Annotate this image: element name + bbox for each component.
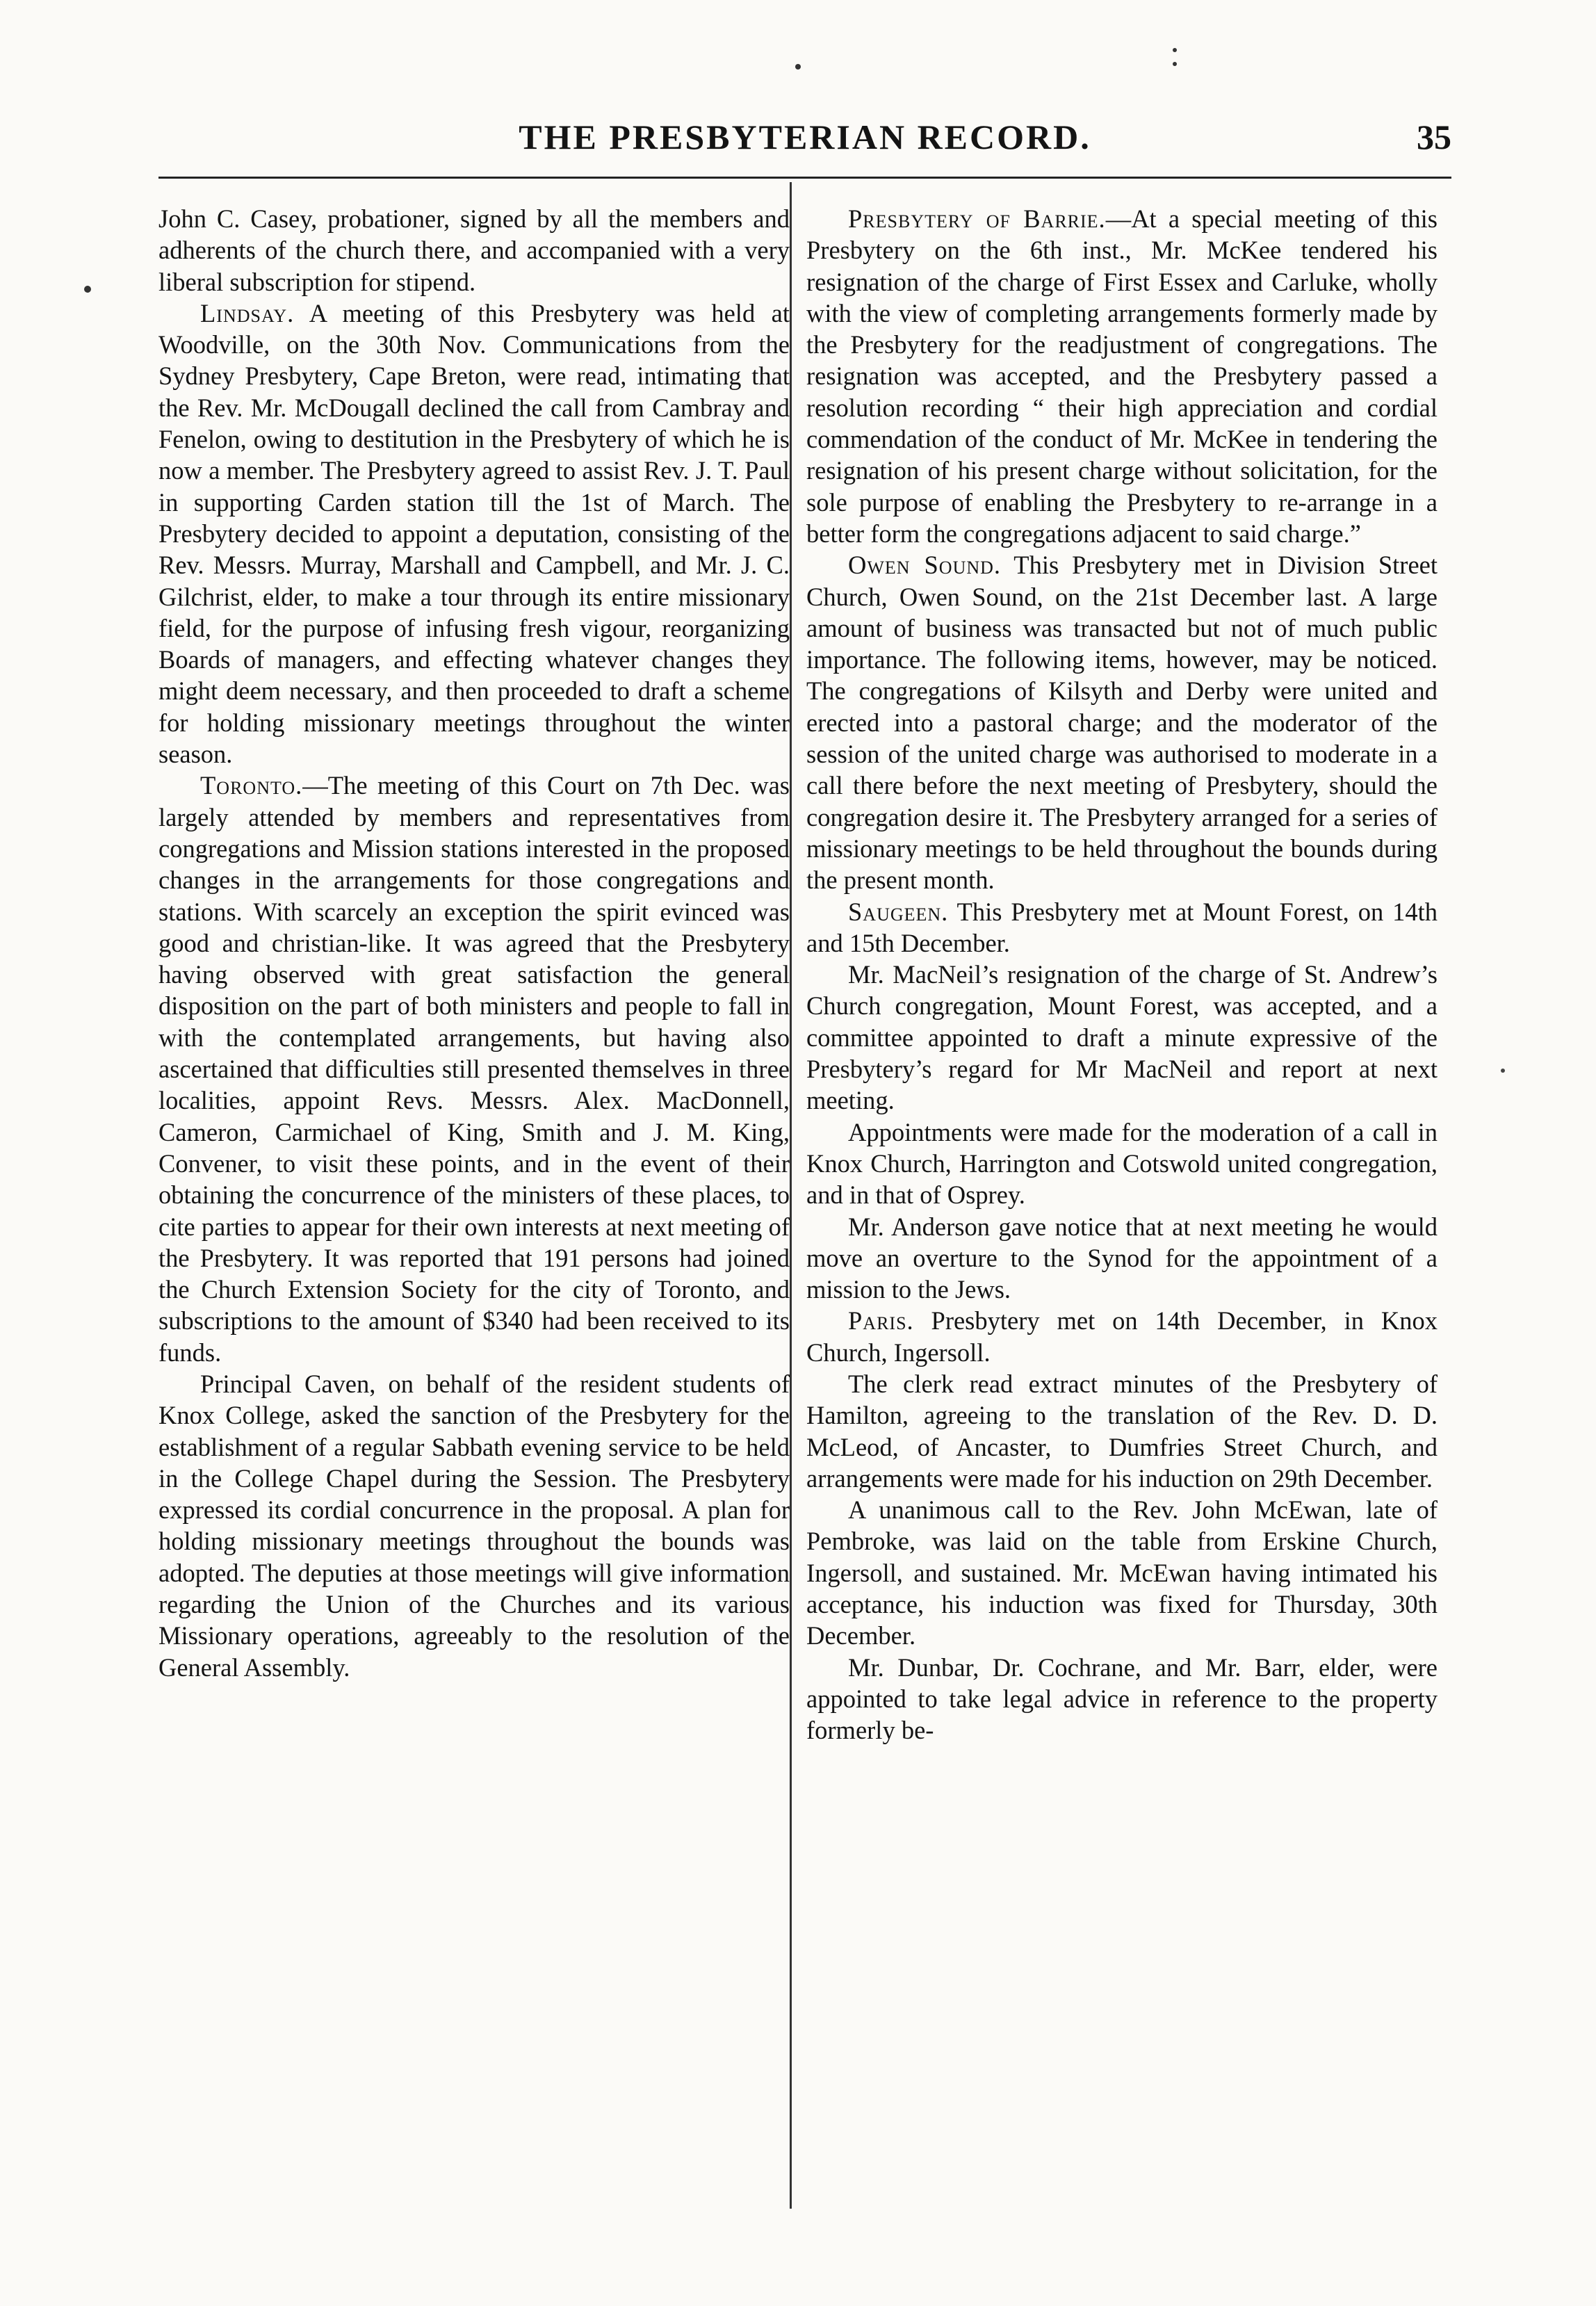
paragraph-text: The clerk read extract minutes of the Presbytery of Hamilton, agreeing to the translation of the Rev. D. D. McLeod, of Ancaster, to Dumfries Street Church, and arrangements were made for his induction on 29th December. xyxy=(806,1369,1438,1493)
ink-speck xyxy=(795,64,801,70)
ink-speck xyxy=(1501,1069,1505,1073)
section-heading-paris: Paris. xyxy=(848,1306,914,1335)
page-number: 35 xyxy=(1417,117,1451,156)
paragraph-text: This Presbytery met in Division Street Church, Owen Sound, on the 21st December last. A large amount of business was transacted but not of much public importance. The following items, however, may be noticed. The congregations of Kilsyth and Derby were united and erected into a pastoral charge; and the moderator of the session of the united charge was authorised to moderate in a call there before the next meeting of Presbytery, should the congregation desire it. The Presbytery arranged for a series of missionary meetings to be held throughout the bounds during the present month. xyxy=(806,551,1438,895)
paragraph-text: A meeting of this Presbytery was held at Woodville, on the 30th Nov. Communications from the Sydney Presbytery, Cape Breton, were read, intimating that the Rev. Mr. McDougall declined the call from Cambray and Fenelon, owing to destitution in the Presbytery of which he is now a member. The Presbytery agreed to assist Rev. J. T. Paul in supporting Carden station till the 1st of March. The Presbytery decided to appoint a deputation, consisting of the Rev. Messrs. Murray, Marshall and Campbell, and Mr. J. C. Gilchrist, elder, to make a tour through its entire missionary field, for the purpose of infusing fresh vigour, reorganizing Boards of managers, and effecting whatever changes they might deem necessary, and then proceeded to draft a scheme for holding missionary meetings throughout the winter season. xyxy=(158,298,790,769)
section-heading-toronto: Toronto. xyxy=(200,771,303,800)
paragraph-text: A unanimous call to the Rev. John McEwan, late of Pembroke, was laid on the table from Erskine Church, Ingersoll, and sustained. Mr. McEwan having intimated his acceptance, his induction was fixed for Thursday, 30th December. xyxy=(806,1495,1438,1650)
ink-speck xyxy=(84,286,91,293)
paragraph-text: —The meeting of this Court on 7th Dec. was largely attended by members and representatives from congregations and Mission stations interested in the proposed changes in the arrangements for those congregations and stations. With scarcely an exception the spirit evinced was good and christian-like. It was agreed that the Presbytery having observed with great satisfaction the general disposition on the part of both ministers and people to fall in with the contemplated arrangements, but having also ascertained that difficulties still presented themselves in three localities, appoint Revs. Messrs. Alex. MacDonnell, Cameron, Carmichael of King, Smith and J. M. King, Convener, to visit these points, and in the event of their obtaining the concurrence of the ministers of these places, to cite parties to appear for their own interests at next meeting of the Presbytery. It was reported that 191 persons had joined the Church Extension Society for the city of Toronto, and subscriptions to the amount of $340 had been received to its funds. xyxy=(158,771,790,1367)
section-heading-barrie: Presbytery of Barrie. xyxy=(848,204,1106,233)
section-heading-owen-sound: Owen Sound. xyxy=(848,551,1002,580)
paragraph-text: This Presbytery met at Mount Forest, on 14th and 15th December. xyxy=(806,897,1438,957)
paragraph-text: Appointments were made for the moderation of a call in Knox Church, Harrington and Cotswold united congregation, and in that of Osprey. xyxy=(806,1117,1438,1210)
paragraph-text: Mr. MacNeil’s resignation of the charge of St. Andrew’s Church congregation, Mount Forest, was accepted, and a committee appointed to draft a minute expressive of the Presbytery’s regard for Mr MacNeil and report at next meeting. xyxy=(806,960,1438,1115)
paragraph-text: Mr. Anderson gave notice that at next meeting he would move an overture to the Synod for the appointment of a mission to the Jews. xyxy=(806,1212,1438,1304)
running-title: THE PRESBYTERIAN RECORD. xyxy=(519,117,1091,156)
paragraph-text: —At a special meeting of this Presbytery on the 6th inst., Mr. McKee tendered his resignation of the charge of First Essex and Carluke, wholly with the view of completing arrangements formerly made by the Presbytery for the readjustment of congregations. The resignation was accepted, and the Presbytery passed a resolution recording “ their high appreciation and cordial commendation of the conduct of Mr. McKee in tendering the resignation of his present charge without solicitation, for the sole purpose of enabling the Presbytery to re-arrange in a better form the congregations adjacent to said charge.” xyxy=(806,204,1438,548)
section-heading-saugeen: Saugeen. xyxy=(848,897,949,926)
section-heading-lindsay: Lindsay. xyxy=(200,298,295,327)
ink-speck xyxy=(1173,48,1177,52)
paragraph-text: John C. Casey, probationer, signed by all the members and adherents of the church there, and accompanied with a very liberal subscription for stipend. xyxy=(158,204,790,296)
paragraph-text: Mr. Dunbar, Dr. Cochrane, and Mr. Barr, elder, were appointed to take legal advice in reference to the property formerly be- xyxy=(806,1653,1438,1745)
ink-speck xyxy=(1173,62,1177,66)
paragraph-text: Principal Caven, on behalf of the resident students of Knox College, asked the sanction of the Presbytery for the establishment of a regular Sabbath evening service to be held in the College Chapel during the Session. The Presbytery expressed its cordial concurrence in the proposal. A plan for holding missionary meetings throughout the bounds was adopted. The deputies at those meetings will give information regarding the Union of the Churches and its various Missionary operations, agreeably to the resolution of the General Assembly. xyxy=(158,1369,790,1682)
paragraph-text: Presbytery met on 14th December, in Knox Church, Ingersoll. xyxy=(806,1306,1438,1367)
